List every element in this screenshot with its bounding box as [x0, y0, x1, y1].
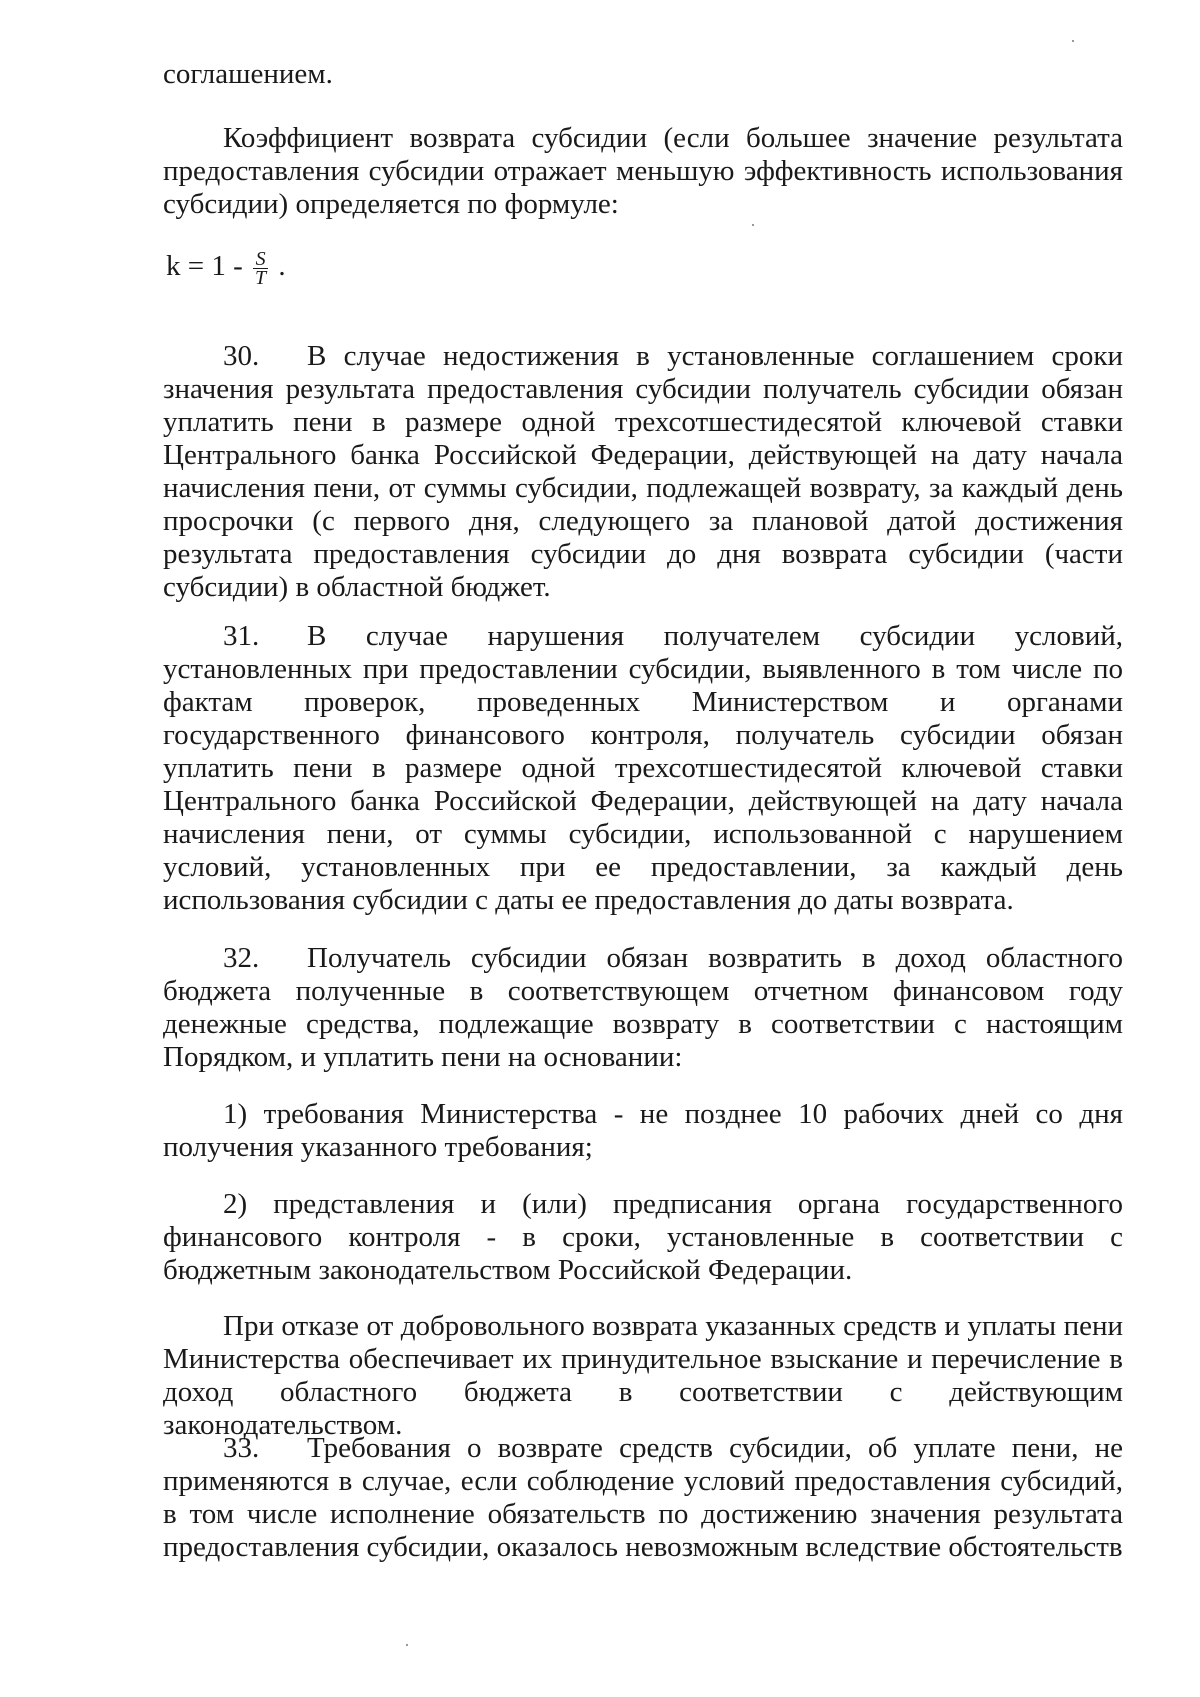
- formula-lhs: k = 1 -: [166, 250, 243, 283]
- scan-speck: [752, 224, 754, 226]
- paragraph-33: [163, 1432, 1123, 1564]
- intro-tail-text: соглашением.: [163, 58, 333, 90]
- formula-fraction: [253, 250, 268, 287]
- paragraph-30-number: 30.: [223, 340, 260, 372]
- subitem-1: 1) требования Министерства - не позднее 10 рабочих дней со дня получения указанного требования;: [163, 1098, 1123, 1163]
- scan-speck: [1072, 40, 1074, 42]
- paragraph-33-number: 33.: [223, 1432, 260, 1464]
- return-coefficient-formula: [166, 250, 286, 287]
- paragraph-32: [163, 942, 1123, 1074]
- formula-denominator: T: [255, 267, 267, 289]
- refusal-paragraph: При отказе от добровольного возврата указанных средств и уплаты пени Министерства обеспечивает их принудительное взыскание и перечисление в доход областного бюджета в соответствии с действующим законодательством.: [163, 1310, 1123, 1441]
- paragraph-31-number: 31.: [223, 620, 260, 652]
- paragraph-33-text: Требования о возврате средств субсидии, об уплате пени, не применяются в случае, если соблюдение условий предоставления субсидий, в том числе исполнение обязательств по достижению значения результата предоставления субсидии, оказалось невозможным вследствие обстоятельств: [163, 1432, 1123, 1563]
- paragraph-32-text: Получатель субсидии обязан возвратить в доход областного бюджета полученные в соответствующем отчетном финансовом году денежные средства, подлежащие возврату в соответствии с настоящим Порядком, и уплатить пени на основании:: [163, 942, 1123, 1073]
- paragraph-31-text: В случае нарушения получателем субсидии условий, установленных при предоставлении субсидии, выявленного в том числе по фактам проверок, проведенных Министерством и органами государственного финансового контроля, получатель субсидии обязан уплатить пени в размере одной трехсотшестидесятой ключевой ставки Центрального банка Российской Федерации, действующей на дату начала начисления пени, от суммы субсидии, использованной с нарушением условий, установленных при ее предоставлении, за каждый день использования субсидии с даты ее предоставления до даты возврата.: [163, 620, 1123, 916]
- paragraph-31: [163, 620, 1123, 917]
- formula-numerator: S: [253, 250, 268, 269]
- coefficient-paragraph: Коэффициент возврата субсидии (если большее значение результата предоставления субсидии отражает меньшую эффективность использования субсидии) определяется по формуле:: [163, 122, 1123, 220]
- paragraph-32-number: 32.: [223, 942, 260, 974]
- paragraph-30: [163, 340, 1123, 604]
- paragraph-30-text: В случае недостижения в установленные соглашением сроки значения результата предоставления субсидии получатель субсидии обязан уплатить пени в размере одной трехсотшестидесятой ключевой ставки Центрального банка Российской Федерации, действующей на дату начала начисления пени, от суммы субсидии, подлежащей возврату, за каждый день просрочки (с первого дня, следующего за плановой датой достижения результата предоставления субсидии до дня возврата субсидии (части субсидии) в областной бюджет.: [163, 340, 1123, 603]
- subitem-2: 2) представления и (или) предписания органа государственного финансового контроля - в сроки, установленные в соответствии с бюджетным законодательством Российской Федерации.: [163, 1188, 1123, 1286]
- scan-speck: [406, 1644, 408, 1646]
- formula-end: .: [278, 250, 286, 283]
